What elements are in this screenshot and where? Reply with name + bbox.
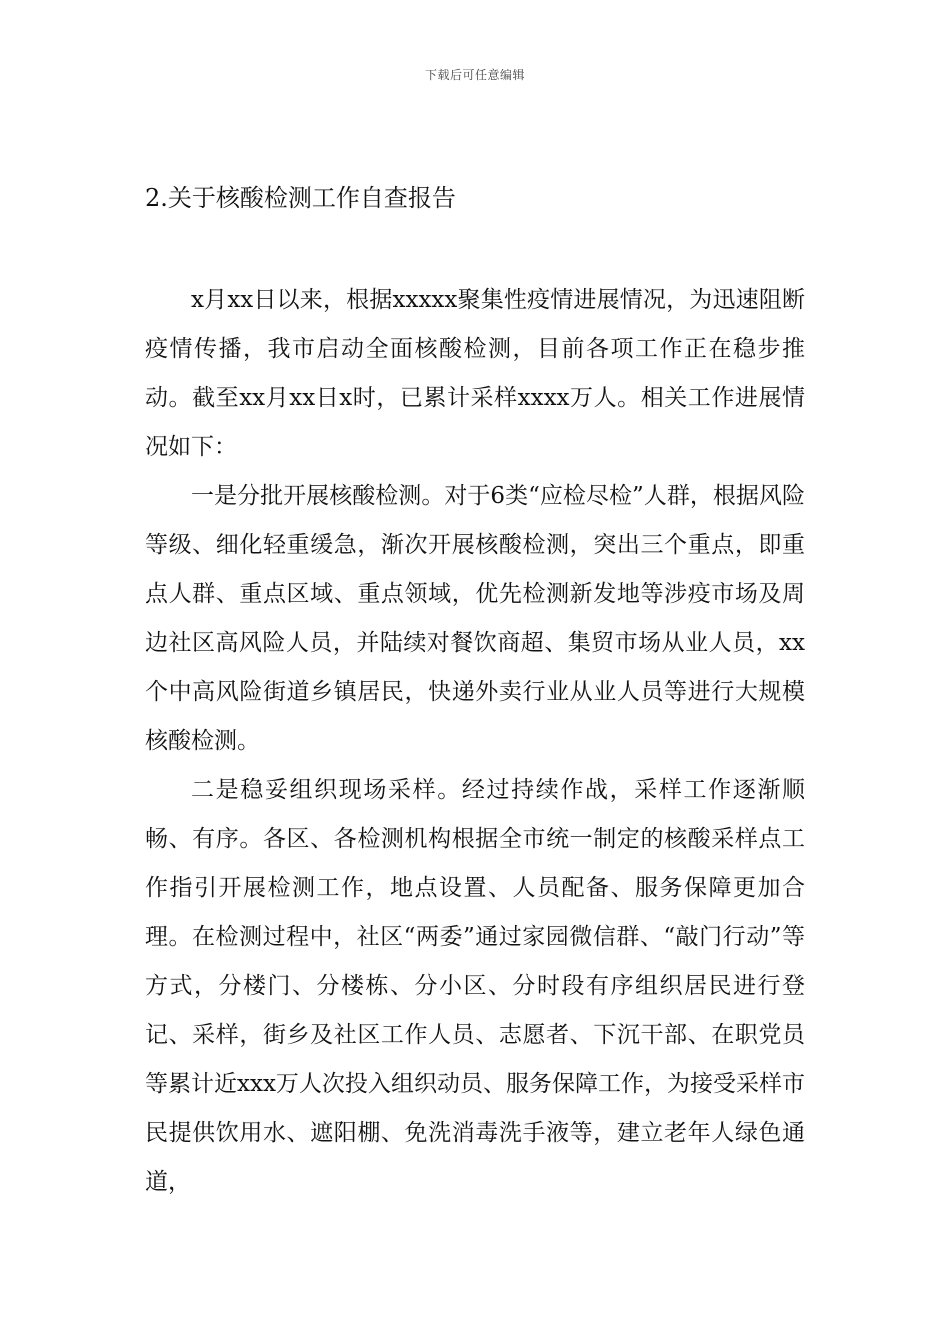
paragraph-batch-testing: 一是分批开展核酸检测。对于6类“应检尽检”人群，根据风险等级、细化轻重缓急，渐次开展核酸检测，突出三个重点，即重点人群、重点区域、重点领域，优先检测新发地等涉疫市场及周边社区高风险人员，并陆续对餐饮商超、集贸市场从业人员，xx个中高风险街道乡镇居民，快递外卖行业从业人员等进行大规模核酸检测。 xyxy=(145,483,805,754)
paragraph-onsite-sampling: 二是稳妥组织现场采样。经过持续作战，采样工作逐渐顺畅、有序。各区、各检测机构根据全市统一制定的核酸采样点工作指引开展检测工作，地点设置、人员配备、服务保障更加合理。在检测过程中，社区“两委”通过家园微信群、“敲门行动”等方式，分楼门、分楼栋、分小区、分时段有序组织居民进行登记、采样，街乡及社区工作人员、志愿者、下沉干部、在职党员等累计近xxx万人次投入组织动员、服务保障工作，为接受采样市民提供饮用水、遮阳棚、免洗消毒洗手液等，建立老年人绿色通道， xyxy=(145,777,805,1195)
document-body xyxy=(145,276,805,1207)
header-note: 下载后可任意编辑 xyxy=(424,68,525,82)
document-title: 2.关于核酸检测工作自查报告 xyxy=(145,184,456,212)
paragraph-intro: x月xx日以来，根据xxxxx聚集性疫情进展情况，为迅速阻断疫情传播，我市启动全面核酸检测，目前各项工作正在稳步推动。截至xx月xx日x时，已累计采样xxxx万人。相关工作进展情况如下： xyxy=(145,287,805,460)
